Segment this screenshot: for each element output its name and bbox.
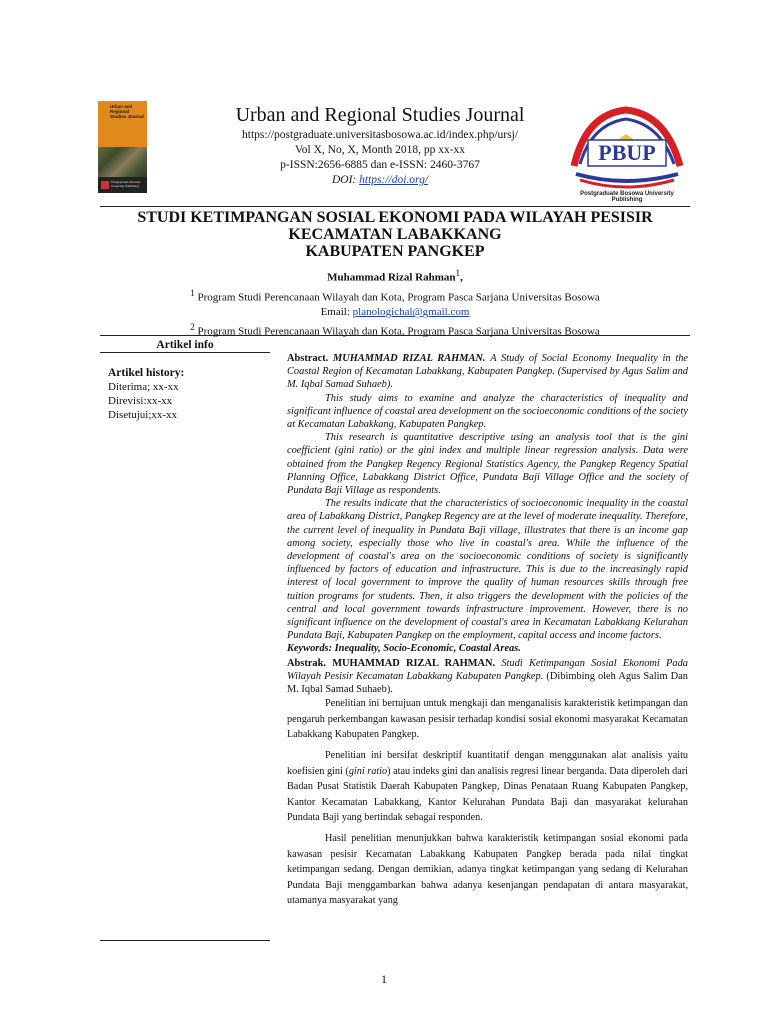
journal-issn: p-ISSN:2656-6885 dan e-ISSN: 2460-3767 [280, 159, 480, 171]
abstract-paragraph-1: This study aims to examine and analyze the characteristics of inequality and significant influence of coastal area development on the socioeconomic conditions of the society at Kecamatan Labakkang, Kabupaten Pangkep. [287, 392, 688, 431]
cover-logo-mark [101, 181, 109, 189]
abstract-title: A Study of Social Economy Inequality in the Coastal Region of Kecamatan Labakkang, Kabupaten Pangkep. (Supervised by Agus Salim and M. Iqbal Samad Suhaeb). [287, 353, 689, 391]
affiliation2-sup: 2 [190, 322, 195, 333]
pbup-logo [566, 104, 688, 204]
author-name: Muhammad Rizal Rahman [327, 271, 456, 284]
abstrak-p2b: ) atau indeks gini dan analisis regresi linear berganda. Data diperoleh dari Badan Pusat Statistik Daerah Kabupaten Pangkep, Dinas Penataan Ruang Kabupaten Pangkep, Kantor Kecamatan Labakkang, Kantor Kelurahan Pundata Baji dan masyarakat kelurahan Pundata Baji yang bertindak sebagai responden. [287, 765, 689, 824]
keywords: Keywords: Inequality, Socio-Economic, Coastal Areas. [287, 643, 521, 655]
journal-title: Urban and Regional Studies Journal [235, 104, 525, 126]
abstrak-paragraph-1: Penelitian ini bertujuan untuk mengkaji dan menganalisis karakteristik ketimpangan dan pengaruh perkembangan kawasan pesisir terhadap kondisi sosial ekonomi masyarakat Kecamatan Labakkang Kabupaten Pangkep. [287, 698, 688, 741]
doi-label: DOI: [331, 174, 360, 186]
article-info-heading: Artikel info [156, 339, 214, 351]
journal-cover-image [98, 101, 147, 193]
history-received: Diterima; xx-xx [108, 381, 179, 393]
cover-footer [98, 177, 147, 193]
abstract-column [287, 352, 688, 909]
pbup-logo-caption: Postgraduate Bosowa University Publishing [580, 191, 674, 203]
article-title-line3: KABUPATEN PANGKEP [305, 243, 485, 260]
abstrak-supervisor: (Dibimbing oleh Agus Salim Dan M. Iqbal Samad Suhaeb). [287, 670, 688, 696]
abstract-paragraph-3: The results indicate that the characteristics of socioeconomic inequality in the coastal area of Labakkang District, Pangkep Regency are at the level of moderate inequality. Therefore, the current level of inequality in Pundata Baji village, illustrates that there is an income gap among society, especially those who live in coastal's area. While the influence of the development of coastal's area on the socioeconomic conditions of society is significantly influenced by factors of education and infrastructure. This is due to the increasingly rapid interest of local government to improve the quality of human resources skills through free tuition programs for students. Then, it also triggers the development with the policies of the central and local government towards infrastructure improvement. However, there is no significant influence on the development of coastal's area in Kecamatan Labakkang Kelurahan Pundata Baji, Kabupaten Pangkep on the employment, capital access and income factors. [287, 498, 688, 642]
journal-url: https://postgraduate.universitasbosowa.ac.id/index.php/ursj/ [242, 129, 518, 141]
abstrak-p2a: Penelitian ini bersifat deskriptif kuantitatif dengan menggunakan alat analisis yaitu koefisien gini ( [287, 750, 688, 777]
abstract-author: MUHAMMAD RIZAL RAHMAN. [332, 353, 486, 364]
article-title [100, 209, 690, 260]
email-link[interactable]: planologichal@gmail.com [352, 306, 470, 319]
abstract-label: Abstract. [287, 353, 329, 364]
abstrak-paragraph-2 [287, 748, 688, 826]
pbup-logo-text: PBUP [598, 140, 656, 165]
history-label: Artikel history: [108, 367, 185, 379]
author-block: Muhammad Rizal Rahman$^1$, $^1$ Program Studi Perencanaan Wilayah dan Kota, Program Pasca Sarjana Universitas Bosowa Email: planologichal@gmail.com $^2$ Program Studi Perencanaan Wilayah dan Kota, Program Pasca Sarjana Universitas Bosowa [190, 268, 600, 338]
header-rule [100, 206, 690, 207]
abstrak-title: Studi Ketimpangan Sosial Ekonomi Pada Wilayah Pesisir Kecamatan Labakkang Kabupaten Pangkep. [287, 657, 688, 682]
abstract-paragraph-2: This research is quantitative descriptive using an analysis tool that is the gini coefficient (gini ratio) or the gini index and multiple linear regression analysis. Data were obtained from the Pangkep Regency Regional Statistics Agency, the Pangkep Regency Spatial Planning Office, Labakkang District Office, Pundata Baji Village Office and the society of Pundata Baji Village as respondents. [287, 432, 688, 497]
abstrak-author: MUHAMMAD RIZAL RAHMAN. [332, 657, 496, 669]
cover-photo [98, 147, 147, 177]
email-label: Email: [320, 306, 353, 319]
pbup-logo-graphic [566, 104, 688, 190]
affiliation1: Program Studi Perencanaan Wilayah dan Kota, Program Pasca Sarjana Universitas Bosowa [197, 291, 600, 304]
abstrak-paragraph-3: Hasil penelitian menunjukkan bahwa karakteristik ketimpangan sosial ekonomi pada kawasan pesisir Kecamatan Labakkang Kabupaten Pangkep berada pada nilai tingkat ketimpangan sedang. Dengan demikian, adanya tingkat ketimpangan yang sedang di Kelurahan Pundata Baji menggambarkan bahwa adanya kesenjangan pendapatan di antara masyarakat, utamanya masyarakat yang [287, 833, 688, 907]
info-bottom-rule [100, 940, 270, 941]
history-accepted: Disetujui;xx-xx [108, 409, 178, 421]
doi-line [160, 173, 600, 188]
abstrak-label: Abstrak. [287, 657, 326, 669]
cover-footer-text: Postgraduate Bosowa University Publishing [111, 180, 141, 188]
journal-header [160, 102, 600, 188]
page-number: 1 [381, 972, 387, 986]
abstrak-p2-italic: gini ratio [348, 765, 388, 777]
author-sup: 1 [455, 268, 461, 278]
affiliation2: Program Studi Perencanaan Wilayah dan Kota, Program Pasca Sarjana Universitas Bosowa [197, 325, 600, 338]
info-top-rule [100, 335, 690, 336]
history-revised: Direvisi:xx-xx [108, 395, 173, 407]
article-title-line2: KECAMATAN LABAKKANG [288, 226, 502, 243]
article-title-line1: STUDI KETIMPANGAN SOSIAL EKONOMI PADA WILAYAH PESISIR [137, 209, 653, 226]
info-head-rule [100, 352, 270, 353]
cover-title: Urban and Regional Studies Journal [110, 104, 144, 119]
affiliation1-sup: 1 [190, 287, 195, 298]
doi-link[interactable]: https://doi.org/ [359, 174, 429, 186]
article-history [108, 366, 268, 422]
journal-volume: Vol X, No, X, Month 2018, pp xx-xx [294, 144, 466, 156]
